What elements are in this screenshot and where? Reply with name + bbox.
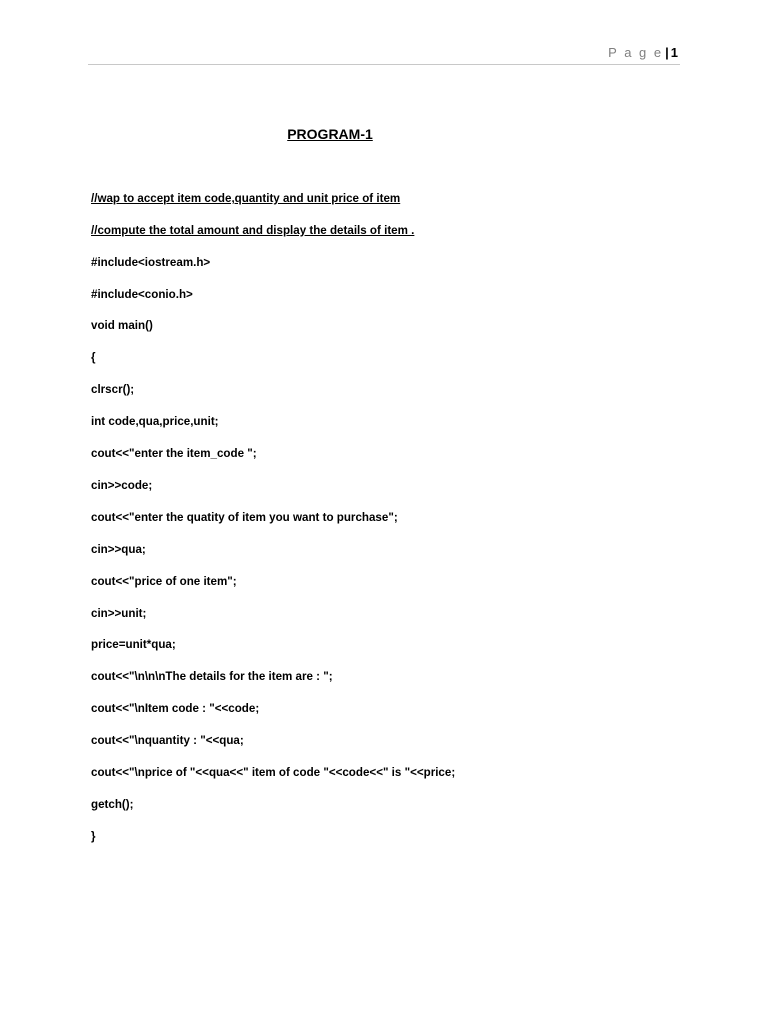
code-line: cout<<"\nprice of "<<qua<<" item of code "<<code<<" is "<<price;	[91, 766, 456, 779]
page-header	[88, 44, 680, 65]
page-number-label	[608, 45, 678, 61]
code-line: cin>>unit;	[91, 607, 147, 620]
code-line: }	[91, 830, 96, 843]
code-line: cout<<"\nquantity : "<<qua;	[91, 734, 244, 747]
code-comment-line: //compute the total amount and display the details of item .	[91, 224, 415, 237]
code-line: int code,qua,price,unit;	[91, 415, 219, 428]
code-line: getch();	[91, 798, 134, 811]
code-line: cout<<"\n\n\nThe details for the item are : ";	[91, 670, 333, 683]
page-separator: |	[665, 45, 669, 60]
code-line: cout<<"enter the item_code ";	[91, 447, 257, 460]
code-line: #include<conio.h>	[91, 288, 193, 301]
code-line: cin>>code;	[91, 479, 153, 492]
code-comment-line: //wap to accept item code,quantity and unit price of item	[91, 192, 401, 205]
page-word: P a g e	[608, 45, 664, 60]
code-line: {	[91, 351, 96, 364]
code-line: void main()	[91, 319, 153, 332]
code-line: clrscr();	[91, 383, 135, 396]
code-line: price=unit*qua;	[91, 638, 176, 651]
code-line: #include<iostream.h>	[91, 256, 211, 269]
code-line: cout<<"\nItem code : "<<code;	[91, 702, 260, 715]
code-line: cout<<"enter the quatity of item you want to purchase";	[91, 511, 398, 524]
program-title: PROGRAM-1	[287, 126, 373, 142]
code-line: cout<<"price of one item";	[91, 575, 237, 588]
page-number: 1	[670, 45, 678, 60]
code-line: cin>>qua;	[91, 543, 146, 556]
